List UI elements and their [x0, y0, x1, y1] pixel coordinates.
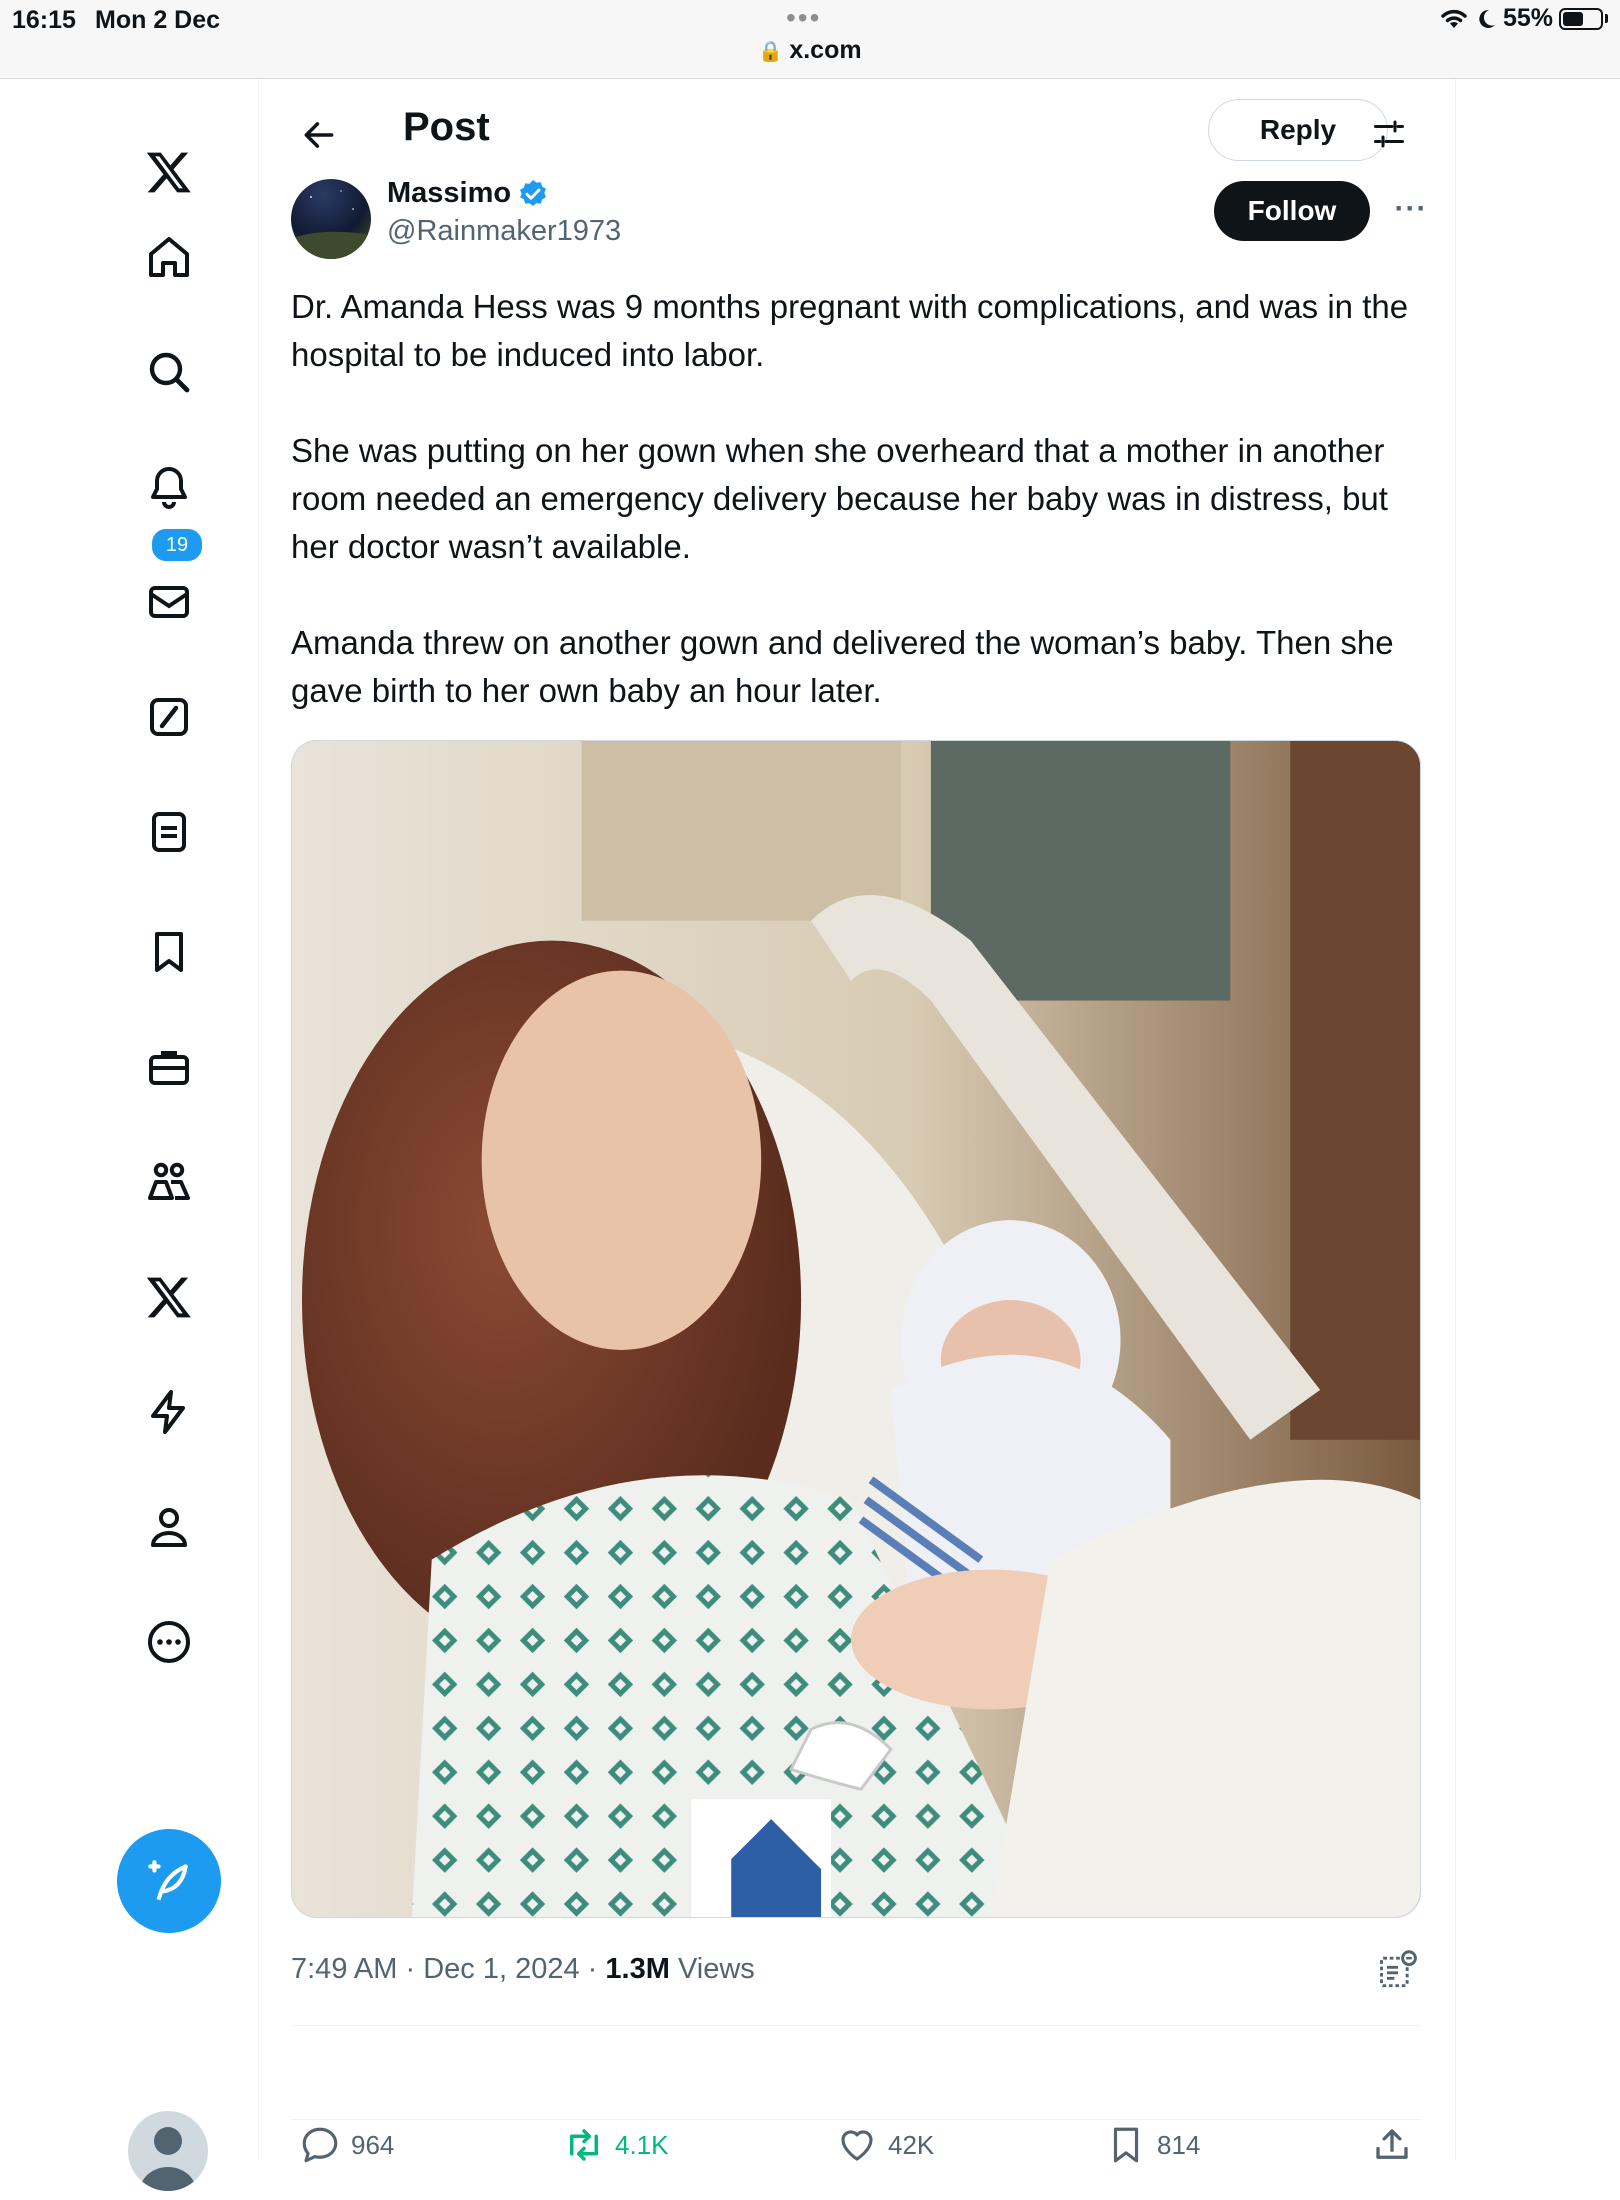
status-date: Mon 2 Dec	[95, 6, 221, 34]
post-text	[291, 283, 1431, 763]
post-paragraph: Amanda threw on another gown and delivered the woman’s baby. Then she gave birth to her own baby an hour later.	[291, 624, 1394, 709]
moon-icon	[1475, 7, 1497, 31]
explore-icon[interactable]	[131, 334, 207, 410]
post-analytics-icon[interactable]	[1376, 1949, 1420, 1993]
lock-icon: 🔒	[758, 41, 784, 63]
notifications-icon[interactable]	[131, 449, 207, 525]
bookmarks-icon[interactable]	[131, 914, 207, 990]
default-avatar-icon	[128, 2111, 208, 2191]
sidebar-nav	[0, 79, 259, 2160]
post-paragraph: Dr. Amanda Hess was 9 months pregnant with complications, and was in the hospital to be induced into labor.	[291, 288, 1409, 373]
divider	[291, 2119, 1421, 2120]
back-arrow-icon[interactable]	[293, 109, 345, 161]
jobs-icon[interactable]	[131, 1029, 207, 1105]
status-time: 16:15	[12, 6, 76, 34]
account-avatar[interactable]	[128, 2111, 208, 2191]
multitasking-dots-icon[interactable]: •••	[786, 2, 822, 33]
verified-badge-icon	[517, 178, 549, 210]
author-name: Massimo	[387, 177, 512, 209]
page-title: Post	[403, 105, 490, 149]
wifi-icon	[1439, 7, 1469, 31]
reply-button[interactable]: Reply	[1208, 99, 1388, 161]
separator-dot: ·	[587, 1953, 598, 1985]
lists-icon[interactable]	[131, 794, 207, 870]
url-text: x.com	[789, 36, 862, 64]
profile-icon[interactable]	[131, 1489, 207, 1565]
views-count: 1.3M	[605, 1953, 670, 1985]
home-icon[interactable]	[131, 219, 207, 295]
hospital-mother-newborn-photo	[292, 741, 1420, 1917]
address-bar[interactable]	[0, 36, 1620, 65]
grok-icon[interactable]	[131, 679, 207, 755]
author-avatar[interactable]	[291, 179, 371, 259]
divider	[291, 2025, 1421, 2026]
notifications-badge: 19	[150, 527, 204, 563]
battery-percent: 55%	[1502, 4, 1553, 32]
battery-tip	[1605, 14, 1608, 23]
premium-icon[interactable]	[131, 1259, 207, 1335]
communities-icon[interactable]	[131, 1144, 207, 1220]
reply-filter-icon[interactable]	[1359, 107, 1419, 161]
night-sky-avatar-image	[291, 179, 371, 259]
reply-count: 964	[351, 2129, 395, 2160]
compose-feather-icon	[144, 1856, 194, 1906]
like-count: 42K	[888, 2129, 935, 2160]
x-logo-icon[interactable]	[131, 134, 207, 210]
battery-icon	[1559, 8, 1603, 30]
post-metadata	[291, 1953, 755, 1986]
separator-dot: ·	[405, 1953, 416, 1985]
repost-count: 4.1K	[615, 2129, 669, 2160]
post-date[interactable]: Dec 1, 2024	[423, 1953, 580, 1985]
author-handle[interactable]: @Rainmaker1973	[387, 215, 622, 247]
post-more-options-icon[interactable]: ···	[1394, 192, 1428, 225]
verified-orgs-icon[interactable]	[131, 1374, 207, 1450]
post-photo[interactable]	[291, 740, 1421, 1918]
bookmark-count: 814	[1157, 2129, 1201, 2160]
more-icon[interactable]	[131, 1604, 207, 1680]
compose-post-button[interactable]	[117, 1829, 221, 1933]
author-name-row[interactable]	[387, 177, 549, 210]
messages-icon[interactable]	[131, 564, 207, 640]
follow-button[interactable]: Follow	[1214, 181, 1370, 241]
post-paragraph: She was putting on her gown when she overheard that a mother in another room needed an emergency delivery because her baby was in distress, but her doctor wasn’t available.	[291, 432, 1388, 565]
status-indicators	[1439, 4, 1608, 33]
views-label: Views	[677, 1953, 755, 1985]
post-time[interactable]: 7:49 AM	[291, 1953, 398, 1985]
post-column	[259, 79, 1456, 2160]
ios-status-bar	[0, 0, 1620, 79]
battery-level-fill	[1563, 12, 1583, 26]
